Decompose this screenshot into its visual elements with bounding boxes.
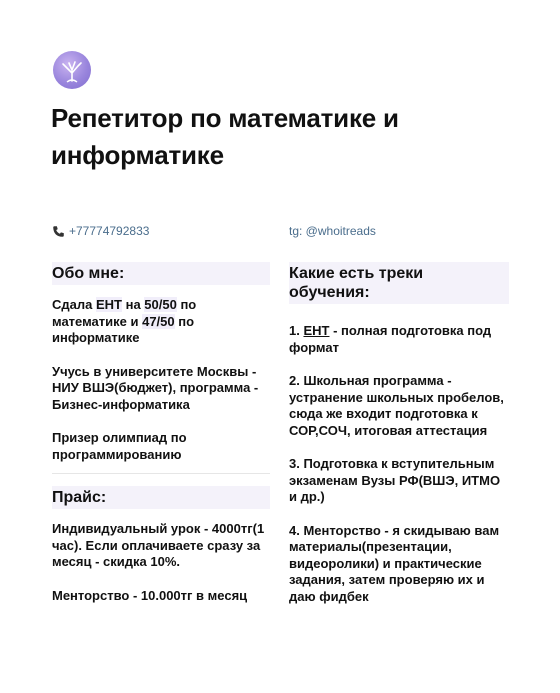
track-item-4: 4. Менторство - я скидываю вам материалы(презентации, видеоролики) и практические задания, затем проверяю их и даю фидбек xyxy=(289,522,500,604)
price-heading: Прайс: xyxy=(52,486,270,509)
tracks-heading: Какие есть треки обучения: xyxy=(289,262,509,304)
price-paragraph-1: Индивидуальный урок - 4000тг(1 час). Если оплачиваете сразу за месяц - скидка 10%. xyxy=(52,521,265,569)
page-title: Репетитор по математике и информатике xyxy=(51,103,399,170)
ent-highlight: ЕНТ xyxy=(95,297,122,312)
about-paragraph-2: Учусь в университете Москвы - НИУ ВШЭ(бюджет), программа - Бизнес-информатика xyxy=(52,363,259,412)
telegram-contact[interactable]: tg: @whoitreads xyxy=(289,224,376,238)
track-item-2: 2. Школьная программа - устранение школьных пробелов, сюда же входит подготовка к СОР,СОЧ, итоговая аттестация xyxy=(289,373,504,438)
phone-number[interactable]: +77774792833 xyxy=(69,224,150,238)
track-item-3: 3. Подготовка к вступительным экзаменам Вузы РФ(ВШЭ, ИТМО и др.) xyxy=(289,456,501,504)
tree-logo-icon xyxy=(53,51,91,89)
score-highlight: 50/50 xyxy=(144,297,177,312)
divider xyxy=(52,473,270,474)
left-column xyxy=(52,262,270,621)
about-heading: Обо мне: xyxy=(52,262,270,285)
phone-icon xyxy=(52,225,65,238)
ent-link: ЕНТ xyxy=(303,323,330,338)
score-highlight: 47/50 xyxy=(142,313,175,329)
right-column xyxy=(289,262,509,622)
price-paragraph-2: Менторство - 10.000тг в месяц xyxy=(52,587,248,603)
track-item-1: 1. ЕНТ - полная подготовка под формат xyxy=(289,323,492,355)
phone-contact[interactable] xyxy=(52,224,149,238)
about-paragraph-3: Призер олимпиад по программированию xyxy=(52,430,187,462)
about-paragraph-1: Сдала ЕНТ на 50/50 по математике и 47/50 по информатике xyxy=(52,297,197,345)
